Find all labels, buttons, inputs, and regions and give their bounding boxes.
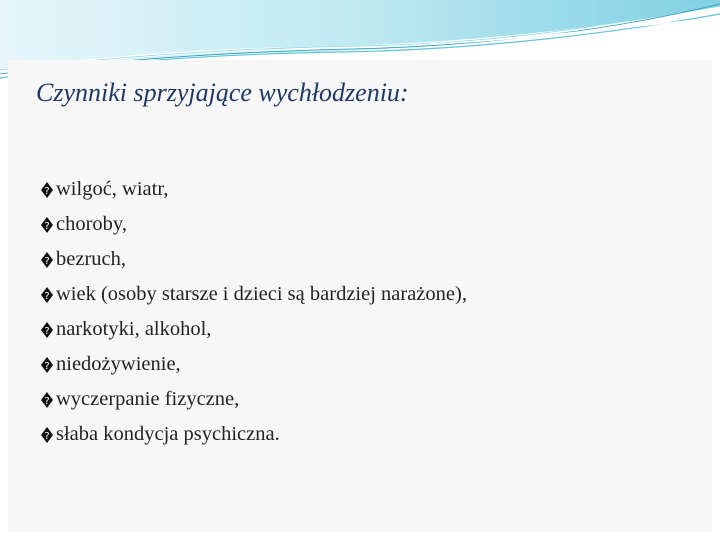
list-item [40,347,467,382]
bullet-text: słaba kondycja psychiczna. [56,423,280,445]
bullet-text: bezruch, [56,248,126,270]
list-item [40,417,467,452]
list-item [40,172,467,207]
list-item [40,207,467,242]
bullet-text: wiek (osoby starsze i dzieci są bardziej narażone), [56,283,467,305]
bullet-text: wyczerpanie fizyczne, [56,388,240,410]
replacement-glyph-icon [40,181,54,199]
replacement-glyph-icon [40,251,54,269]
bullet-text: choroby, [56,213,127,235]
list-item [40,382,467,417]
replacement-glyph-icon [40,216,54,234]
list-item [40,277,467,312]
svg-text:?: ? [44,290,50,302]
bullet-text: wilgoć, wiatr, [56,178,169,200]
slide-title: Czynniki sprzyjające wychłodzeniu: [36,78,409,107]
bullet-text: narkotyki, alkohol, [56,318,212,340]
replacement-glyph-icon [40,321,54,339]
svg-text:?: ? [44,360,50,372]
svg-text:?: ? [44,255,50,267]
svg-text:?: ? [44,185,50,197]
list-item [40,242,467,277]
replacement-glyph-icon [40,426,54,444]
svg-text:?: ? [44,430,50,442]
replacement-glyph-icon [40,356,54,374]
list-item [40,312,467,347]
svg-text:?: ? [44,395,50,407]
bullet-list [40,172,467,452]
replacement-glyph-icon [40,391,54,409]
replacement-glyph-icon [40,286,54,304]
svg-text:?: ? [44,220,50,232]
svg-text:?: ? [44,325,50,337]
bullet-text: niedożywienie, [56,353,181,375]
